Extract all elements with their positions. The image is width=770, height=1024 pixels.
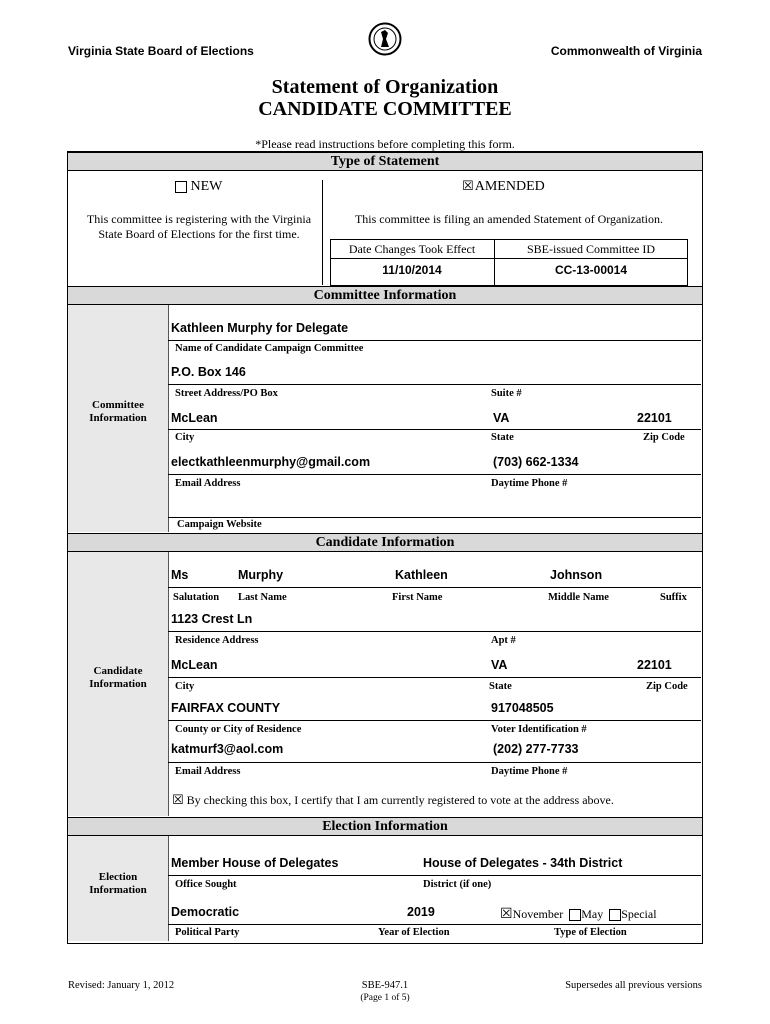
- november-option[interactable]: [500, 907, 563, 921]
- rule: [168, 429, 701, 430]
- committee-info-header: Committee Information: [68, 286, 702, 305]
- certify-text: By checking this box, I certify that I am currently registered to vote at the address above.: [186, 793, 614, 807]
- committee-side-label: Committee Information: [89, 399, 147, 424]
- new-option[interactable]: [175, 179, 222, 195]
- candidate-state-label: State: [489, 681, 512, 692]
- candidate-phone-label: Daytime Phone #: [491, 766, 568, 777]
- amended-description: This committee is filing an amended Statement of Organization.: [354, 212, 664, 226]
- special-option[interactable]: [609, 907, 656, 921]
- instructions-note: *Please read instructions before completing this form.: [255, 137, 515, 151]
- residence-label: Residence Address: [175, 635, 259, 646]
- november-label: November: [512, 907, 564, 921]
- certify-checkbox[interactable]: ☒: [172, 793, 184, 808]
- election-type-options: [500, 906, 657, 922]
- county-value[interactable]: FAIRFAX COUNTY: [171, 701, 281, 715]
- first-name-value[interactable]: Kathleen: [395, 568, 448, 582]
- may-option[interactable]: [569, 907, 603, 921]
- committee-state-label: State: [491, 432, 514, 443]
- candidate-side-label: Candidate Information: [89, 665, 147, 690]
- rule: [168, 517, 701, 518]
- last-name-label: Last Name: [238, 592, 287, 603]
- rule: [168, 474, 701, 475]
- amended-option[interactable]: [462, 179, 545, 195]
- candidate-city-label: City: [175, 681, 195, 692]
- special-label: Special: [621, 907, 657, 921]
- rule: [168, 340, 701, 341]
- salutation-value[interactable]: Ms: [171, 568, 189, 582]
- middle-name-value[interactable]: Johnson: [550, 568, 603, 582]
- page-subtitle: CANDIDATE COMMITTEE: [258, 98, 512, 120]
- new-checkbox[interactable]: [175, 181, 187, 193]
- election-info-header: Election Information: [68, 817, 702, 836]
- committee-zip-label: Zip Code: [643, 432, 685, 443]
- office-label: Office Sought: [175, 879, 237, 890]
- special-checkbox[interactable]: [609, 909, 621, 921]
- committee-name-value[interactable]: Kathleen Murphy for Delegate: [171, 321, 349, 335]
- salutation-label: Salutation: [173, 592, 220, 603]
- committee-name-label: Name of Candidate Campaign Committee: [175, 343, 364, 354]
- rule: [168, 384, 701, 385]
- office-value[interactable]: Member House of Delegates: [171, 856, 339, 870]
- amended-label: AMENDED: [474, 179, 545, 194]
- amended-checkbox[interactable]: ☒: [462, 178, 474, 194]
- new-description: This committee is registering with the Virginia State Board of Elections for the first time.: [86, 212, 312, 241]
- committee-zip-value[interactable]: 22101: [637, 411, 672, 425]
- committee-id-label: SBE-issued Committee ID: [527, 242, 655, 256]
- rule: [168, 875, 701, 876]
- footer-page-number: (Page 1 of 5): [360, 993, 410, 1003]
- virginia-seal-icon: [368, 22, 402, 61]
- committee-id-value[interactable]: CC-13-00014: [554, 263, 628, 277]
- party-label: Political Party: [175, 927, 240, 938]
- county-label: County or City of Residence: [175, 724, 302, 735]
- may-label: May: [581, 907, 604, 921]
- suffix-label: Suffix: [660, 592, 687, 603]
- committee-city-label: City: [175, 432, 195, 443]
- election-type-label: Type of Election: [554, 927, 627, 938]
- certify-row[interactable]: [172, 793, 614, 808]
- district-label: District (if one): [423, 879, 492, 890]
- committee-state-value[interactable]: VA: [493, 411, 510, 425]
- residence-value[interactable]: 1123 Crest Ln: [171, 612, 253, 626]
- date-changes-value[interactable]: 11/10/2014: [382, 263, 442, 277]
- header-left: Virginia State Board of Elections: [68, 44, 254, 58]
- committee-email-label: Email Address: [175, 478, 241, 489]
- committee-phone-label: Daytime Phone #: [491, 478, 568, 489]
- voter-id-value[interactable]: 917048505: [491, 701, 554, 715]
- rule: [168, 924, 701, 925]
- street-value[interactable]: P.O. Box 146: [171, 365, 246, 379]
- first-name-label: First Name: [392, 592, 443, 603]
- candidate-city-value[interactable]: McLean: [171, 658, 218, 672]
- footer-form-number: SBE-947.1: [361, 980, 409, 991]
- footer-supersedes: Supersedes all previous versions: [565, 980, 702, 991]
- committee-email-value[interactable]: electkathleenmurphy@gmail.com: [171, 455, 371, 469]
- may-checkbox[interactable]: [569, 909, 581, 921]
- year-value[interactable]: 2019: [407, 905, 435, 919]
- election-side-label: Election Information: [89, 871, 147, 896]
- rule: [168, 587, 701, 588]
- type-divider: [322, 180, 323, 285]
- date-changes-label: Date Changes Took Effect: [348, 242, 476, 256]
- type-of-statement-header: Type of Statement: [68, 152, 702, 171]
- candidate-info-header: Candidate Information: [68, 533, 702, 552]
- amended-box-rule: [330, 258, 687, 259]
- candidate-phone-value[interactable]: (202) 277-7733: [493, 742, 579, 756]
- apt-label: Apt #: [491, 635, 516, 646]
- voter-id-label: Voter Identification #: [491, 724, 587, 735]
- page-title: Statement of Organization: [271, 76, 499, 98]
- last-name-value[interactable]: Murphy: [238, 568, 284, 582]
- year-label: Year of Election: [378, 927, 450, 938]
- rule: [168, 631, 701, 632]
- candidate-state-value[interactable]: VA: [491, 658, 508, 672]
- new-label: NEW: [190, 179, 223, 194]
- rule: [168, 762, 701, 763]
- party-value[interactable]: Democratic: [171, 905, 240, 919]
- rule: [168, 677, 701, 678]
- candidate-email-value[interactable]: katmurf3@aol.com: [171, 742, 284, 756]
- street-label: Street Address/PO Box: [175, 388, 278, 399]
- candidate-zip-label: Zip Code: [646, 681, 688, 692]
- middle-name-label: Middle Name: [548, 592, 609, 603]
- district-value[interactable]: House of Delegates - 34th District: [423, 856, 623, 870]
- rule: [168, 720, 701, 721]
- committee-phone-value[interactable]: (703) 662-1334: [493, 455, 579, 469]
- committee-city-value[interactable]: McLean: [171, 411, 218, 425]
- header-right: Commonwealth of Virginia: [550, 44, 702, 58]
- candidate-zip-value[interactable]: 22101: [637, 658, 672, 672]
- footer-revised: Revised: January 1, 2012: [68, 980, 175, 991]
- november-checkbox[interactable]: ☒: [500, 906, 513, 922]
- candidate-email-label: Email Address: [175, 766, 241, 777]
- suite-label: Suite #: [491, 388, 522, 399]
- website-label: Campaign Website: [177, 519, 262, 530]
